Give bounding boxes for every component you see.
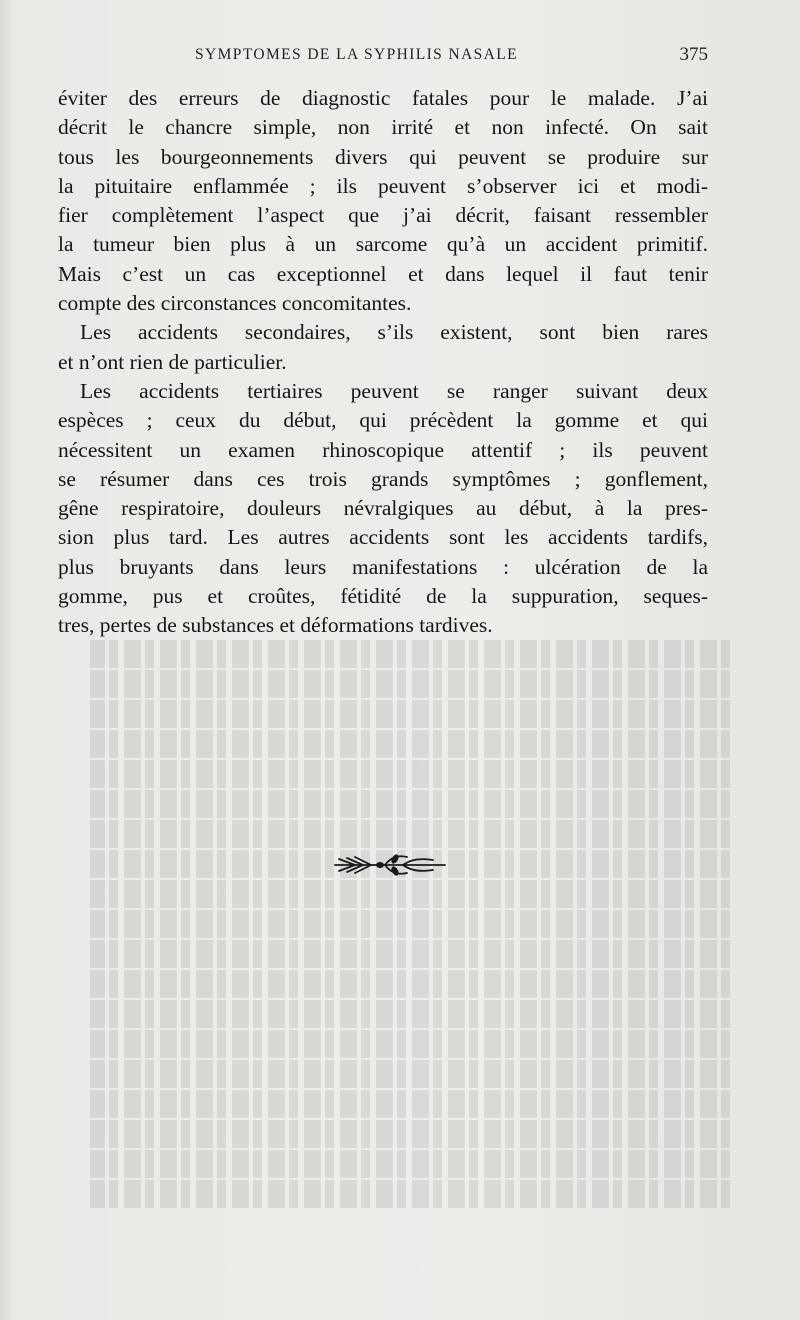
fleuron-ornament-icon — [325, 845, 455, 885]
text-line: se résumer dans ces trois grands symptômes ; gonflement, — [58, 466, 708, 491]
text-line: compte des circonstances concomitantes. — [58, 291, 412, 316]
text-line: et n’ont rien de particulier. — [58, 349, 287, 374]
running-header — [60, 44, 740, 72]
text-line: Mais c’est un cas exceptionnel et dans lequel il faut tenir — [58, 261, 708, 286]
text-line: sion plus tard. Les autres accidents sont les accidents tardifs, — [58, 525, 708, 550]
text-line: la tumeur bien plus à un sarcome qu’à un accident primitif. — [58, 232, 708, 257]
page-number: 375 — [679, 44, 708, 65]
text-line: tres, pertes de substances et déformations tardives. — [58, 613, 493, 638]
text-line: fier complètement l’aspect que j’ai décrit, faisant ressembler — [58, 203, 708, 228]
text-line: Les accidents secondaires, s’ils existent, sont bien rares — [80, 320, 708, 345]
body-text — [58, 84, 708, 641]
text-line: la pituitaire enflammée ; ils peuvent s’observer ici et modi- — [58, 173, 708, 198]
running-title: SYMPTOMES DE LA SYPHILIS NASALE — [195, 46, 519, 63]
text-line: gêne respiratoire, douleurs névralgiques au début, à la pres- — [58, 496, 708, 521]
text-line: décrit le chancre simple, non irrité et non infecté. On sait — [58, 115, 708, 140]
text-line: espèces ; ceux du début, qui précèdent la gomme et qui — [58, 408, 708, 433]
show-through-text — [90, 640, 730, 1220]
text-line: plus bruyants dans leurs manifestations : ulcération de la — [58, 554, 708, 579]
text-line: gomme, pus et croûtes, fétidité de la suppuration, seques- — [58, 584, 708, 609]
text-line: Les accidents tertiaires peuvent se ranger suivant deux — [80, 378, 708, 403]
text-line: éviter des erreurs de diagnostic fatales pour le malade. J’ai — [58, 86, 708, 110]
text-line: tous les bourgeonnements divers qui peuvent se produire sur — [58, 144, 708, 169]
text-line: nécessitent un examen rhinoscopique attentif ; ils peuvent — [58, 437, 708, 462]
